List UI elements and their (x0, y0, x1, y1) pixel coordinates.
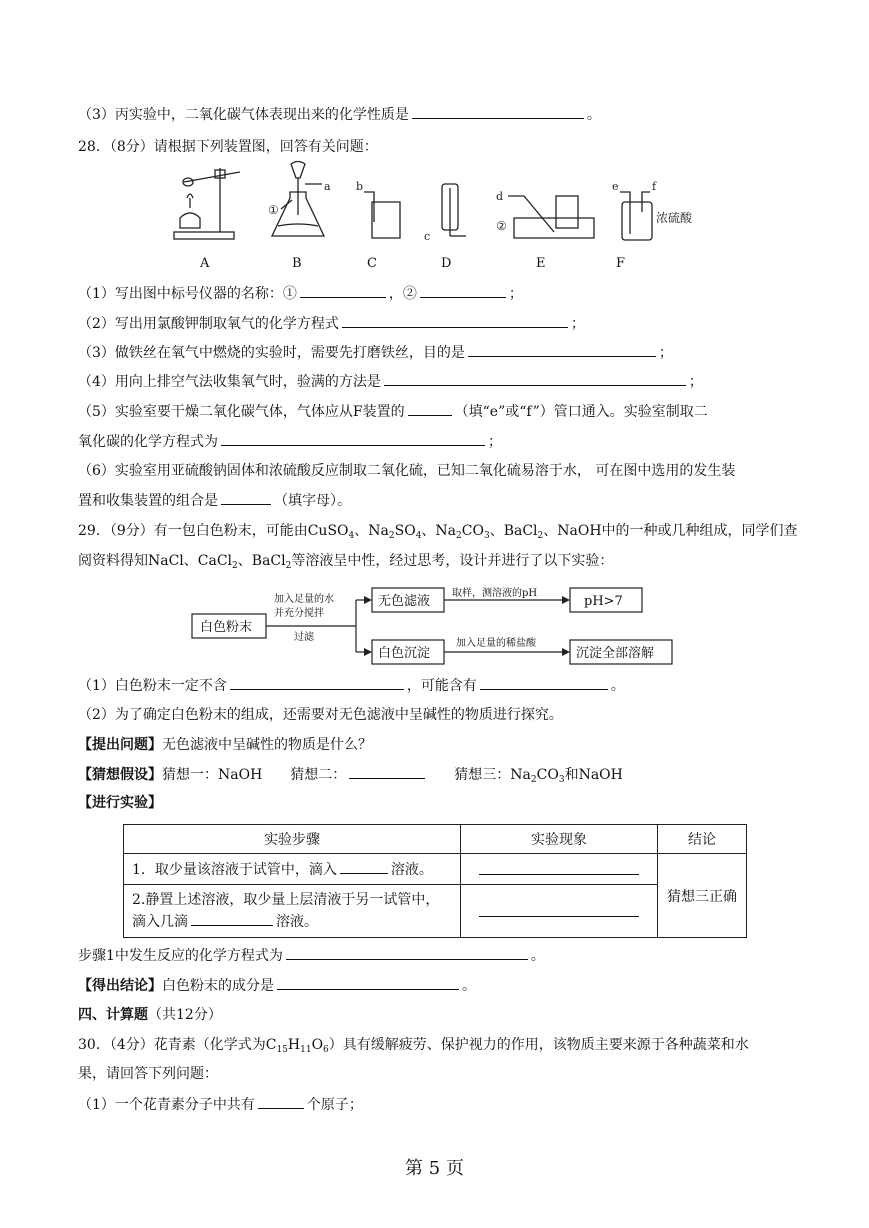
apparatus-c (356, 180, 400, 238)
q27-part3: （3）丙实验中，二氧化碳气体表现出来的化学性质是 。 (78, 104, 601, 125)
label-d: d (496, 190, 504, 203)
flow-result: 沉淀全部溶解 (576, 646, 655, 661)
label-b: b (356, 180, 364, 193)
table-header-row (124, 825, 747, 854)
answer-blank[interactable] (468, 342, 656, 357)
apparatus-label-d: D (441, 256, 452, 271)
answer-blank[interactable] (258, 1094, 304, 1109)
answer-blank[interactable] (479, 902, 639, 917)
flow-start: 白色粉末 (200, 620, 253, 635)
q29-equation: 步骤1中发生反应的化学方程式为 。 (78, 945, 545, 966)
apparatus-diagram (160, 160, 720, 280)
q28-part3: （3）做铁丝在氧气中燃烧的实验时，需要先打磨铁丝，目的是 ； (78, 342, 673, 363)
answer-blank[interactable] (221, 490, 271, 505)
table-row: 2.静置上述溶液，取少量上层清液于另一试管中， 滴入几滴 溶液。 (124, 885, 747, 938)
flow-ph: pH>7 (584, 594, 623, 609)
flow-step1-line3: 过滤 (294, 632, 314, 643)
apparatus-a (174, 168, 240, 239)
experiment-flowchart (190, 584, 690, 670)
q28-part5-cont: 氧化碳的化学方程式为 ； (78, 431, 502, 452)
q29-header-cont: 阅资料得知NaCl、CaCl$_2$、BaCl$_2$等溶液呈中性，经过思考，设计并进行了以下实验： (78, 553, 614, 571)
q28-part5: （5）实验室要干燥二氧化碳气体，气体应从F装置的 （填“e”或“f”）管口通入。实验室制取二 (78, 401, 708, 422)
apparatus-label-a: A (200, 256, 210, 271)
answer-blank[interactable] (300, 283, 386, 298)
q29-part2: （2）为了确定白色粉末的组成，还需要对无色滤液中呈碱性的物质进行探究。 (78, 707, 563, 723)
apparatus-b (268, 162, 331, 237)
answer-blank[interactable] (408, 401, 452, 416)
answer-blank[interactable] (221, 431, 485, 446)
table-row: 1．取少量该溶液于试管中，滴入 溶液。 猜想三正确 (124, 854, 747, 885)
answer-blank[interactable] (277, 975, 459, 990)
q30-header: 30．（4分）花青素（化学式为$C_{15}H_{11}O_6$）具有缓解疲劳、保护视力的作用，该物质主要来源于各种蔬菜和水 (78, 1037, 749, 1055)
page-number: 第 5 页 (405, 1158, 464, 1179)
answer-blank[interactable] (412, 104, 584, 119)
col-steps: 实验步骤 (124, 825, 461, 854)
marker-2: ② (496, 219, 507, 233)
q28-part6-cont: 置和收集装置的组合是 （填字母）。 (78, 490, 351, 511)
col-phenomena: 实验现象 (461, 825, 658, 854)
arrow-head (562, 648, 570, 656)
conclusion-cell: 猜想三正确 (658, 854, 747, 938)
experiment-table (123, 824, 747, 938)
q29-part1: （1）白色粉末一定不含 ，可能含有 。 (78, 675, 625, 696)
marker-1: ① (268, 203, 279, 217)
arrow-head (364, 596, 372, 604)
q28-part6: （6）实验室用亚硫酸钠固体和浓硫酸反应制取二氧化硫，已知二氧化硫易溶于水， 可在图中选用的发生装 (78, 463, 736, 479)
q30-part1: （1）一个花青素分子中共有 个原子； (78, 1094, 363, 1115)
flow-step1-line1: 加入足量的水 (274, 594, 334, 605)
arrow-head (364, 648, 372, 656)
flow-step2: 取样，测溶液的pH (452, 588, 538, 599)
answer-blank[interactable] (420, 283, 506, 298)
q28-part2: （2）写出用氯酸钾制取氧气的化学方程式 ； (78, 313, 585, 334)
answer-blank[interactable] (342, 313, 568, 328)
conc-sulfuric-acid-label: 浓硫酸 (656, 211, 693, 225)
q29-guess: 【猜想假设】猜想一：NaOH 猜想二： 猜想三：$Na_2CO_3$和NaOH (78, 764, 623, 790)
q29-final: 【得出结论】白色粉末的成分是 。 (78, 975, 476, 996)
answer-blank[interactable] (384, 371, 686, 386)
answer-blank[interactable] (480, 675, 608, 690)
flow-filtrate: 无色滤液 (378, 594, 431, 609)
answer-blank[interactable] (479, 860, 639, 875)
answer-blank[interactable] (230, 675, 404, 690)
section-title: 四、计算题（共12分） (78, 1007, 222, 1023)
answer-blank[interactable] (191, 911, 273, 926)
flow-step3: 加入足量的稀盐酸 (456, 638, 536, 649)
q29-header: 29．（9分）有一包白色粉末，可能由CuSO$_4$、$Na_2SO_4$、$Na_2CO_3$、BaCl$_2$、NaOH中的一种或几种组成，同学们查 (78, 523, 798, 541)
apparatus-f (612, 180, 693, 240)
label-e: e (612, 180, 619, 193)
col-conclusion: 结论 (658, 825, 747, 854)
label-a: a (324, 180, 331, 193)
apparatus-label-b: B (292, 256, 302, 271)
apparatus-label-e: E (536, 256, 546, 271)
answer-blank[interactable] (340, 859, 388, 874)
q30-header-cont: 果，请回答下列问题： (78, 1066, 218, 1082)
q28-part4: （4）用向上排空气法收集氧气时，验满的方法是 ； (78, 371, 703, 392)
q28-header: 28．（8分）请根据下列装置图，回答有关问题： (78, 139, 378, 155)
label-f: f (652, 180, 657, 193)
q29-ask: 【提出问题】无色滤液中呈碱性的物质是什么？ (78, 737, 372, 753)
answer-blank[interactable] (286, 945, 528, 960)
q29-exp-tag: 【进行实验】 (78, 795, 162, 811)
label-c: c (424, 230, 431, 243)
apparatus-d (424, 184, 466, 243)
apparatus-e (496, 190, 594, 238)
answer-blank[interactable] (349, 764, 425, 779)
flow-step1-line2: 并充分搅拌 (274, 608, 324, 619)
arrow-head (562, 596, 570, 604)
q28-part1: （1）写出图中标号仪器的名称：① ，② ； (78, 283, 523, 304)
flow-precipitate: 白色沉淀 (378, 646, 431, 661)
apparatus-label-f: F (616, 256, 626, 271)
apparatus-label-c: C (367, 256, 377, 271)
